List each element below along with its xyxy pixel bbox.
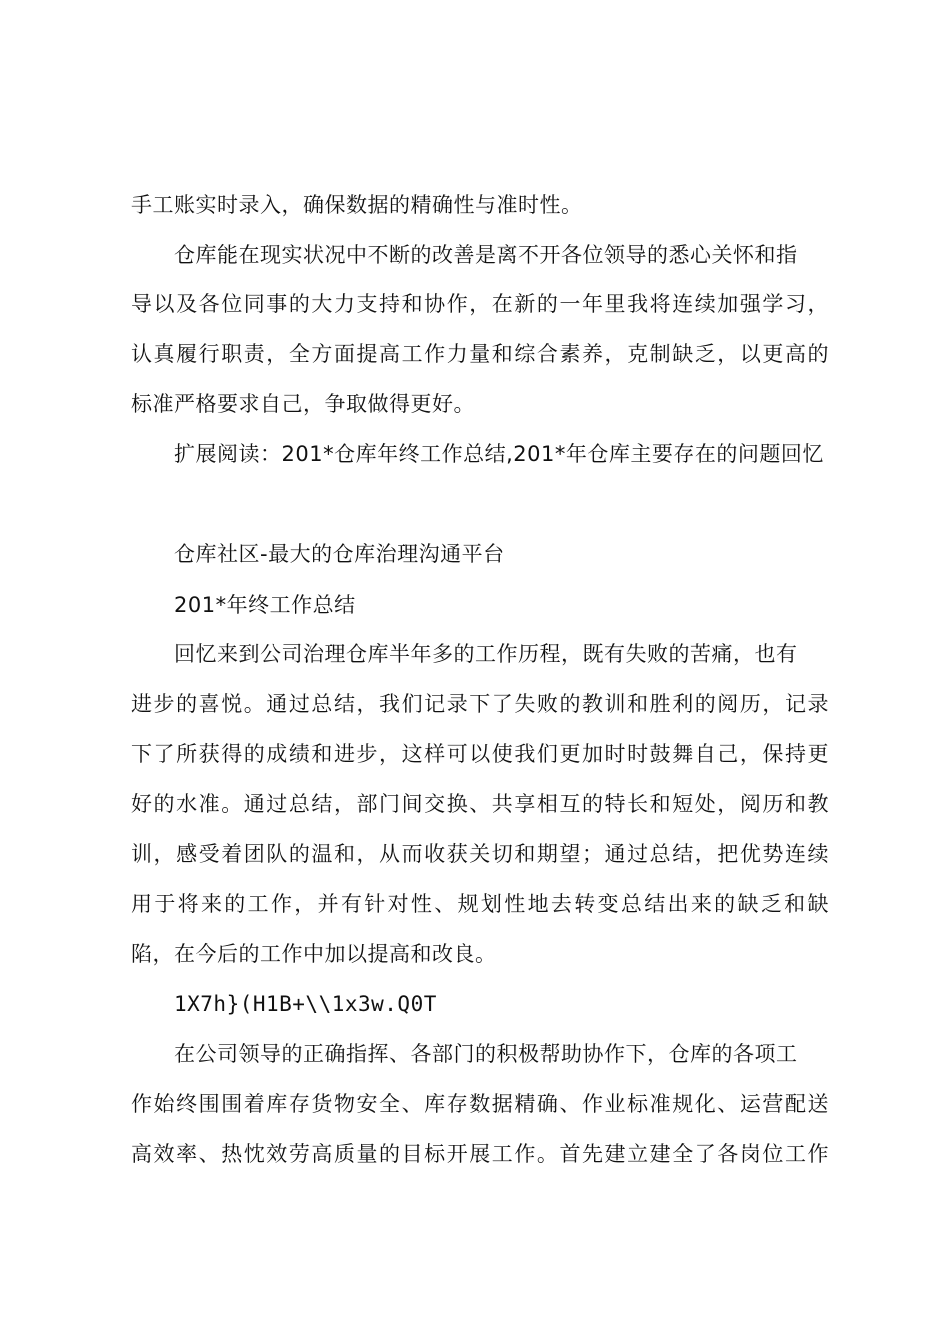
paragraph-line: 好的水准。通过总结，部门间交换、共享相互的特长和短处，阅历和教	[131, 792, 829, 816]
paragraph-line: 训，感受着团队的温和，从而收获关切和期望；通过总结，把优势连续	[131, 842, 829, 866]
paragraph-line: 仓库能在现实状况中不断的改善是离不开各位领导的悉心关怀和指	[174, 243, 798, 267]
paragraph-line: 在公司领导的正确指挥、各部门的积极帮助协作下，仓库的各项工	[174, 1042, 798, 1066]
extended-reading-line: 扩展阅读：201*仓库年终工作总结,201*年仓库主要存在的问题回忆	[174, 442, 824, 466]
paragraph-line: 进步的喜悦。通过总结，我们记录下了失败的教训和胜利的阅历，记录	[131, 692, 829, 716]
garbled-code-line: 1X7h}(H1B+\\1x3w.Q0T	[174, 992, 437, 1016]
community-title: 仓库社区-最大的仓库治理沟通平台	[174, 542, 505, 566]
paragraph-line: 导以及各位同事的大力支持和协作，在新的一年里我将连续加强学习，	[131, 292, 829, 316]
paragraph-line: 高效率、热忱效劳高质量的目标开展工作。首先建立建全了各岗位工作	[131, 1142, 829, 1166]
paragraph-line: 作始终围围着库存货物安全、库存数据精确、作业标准规化、运营配送	[131, 1092, 829, 1116]
paragraph-line: 认真履行职责，全方面提高工作力量和综合素养，克制缺乏，以更高的	[131, 342, 829, 366]
section-title: 201*年终工作总结	[174, 593, 356, 617]
text-line: 手工账实时录入，确保数据的精确性与准时性。	[131, 193, 583, 217]
paragraph-line: 用于将来的工作，并有针对性、规划性地去转变总结出来的缺乏和缺	[131, 892, 829, 916]
paragraph-line: 标准严格要求自己，争取做得更好。	[131, 392, 475, 416]
paragraph-line: 下了所获得的成绩和进步，这样可以使我们更加时时鼓舞自己，保持更	[131, 742, 829, 766]
paragraph-line: 回忆来到公司治理仓库半年多的工作历程，既有失败的苦痛，也有	[174, 642, 798, 666]
paragraph-line: 陷，在今后的工作中加以提高和改良。	[131, 942, 497, 966]
